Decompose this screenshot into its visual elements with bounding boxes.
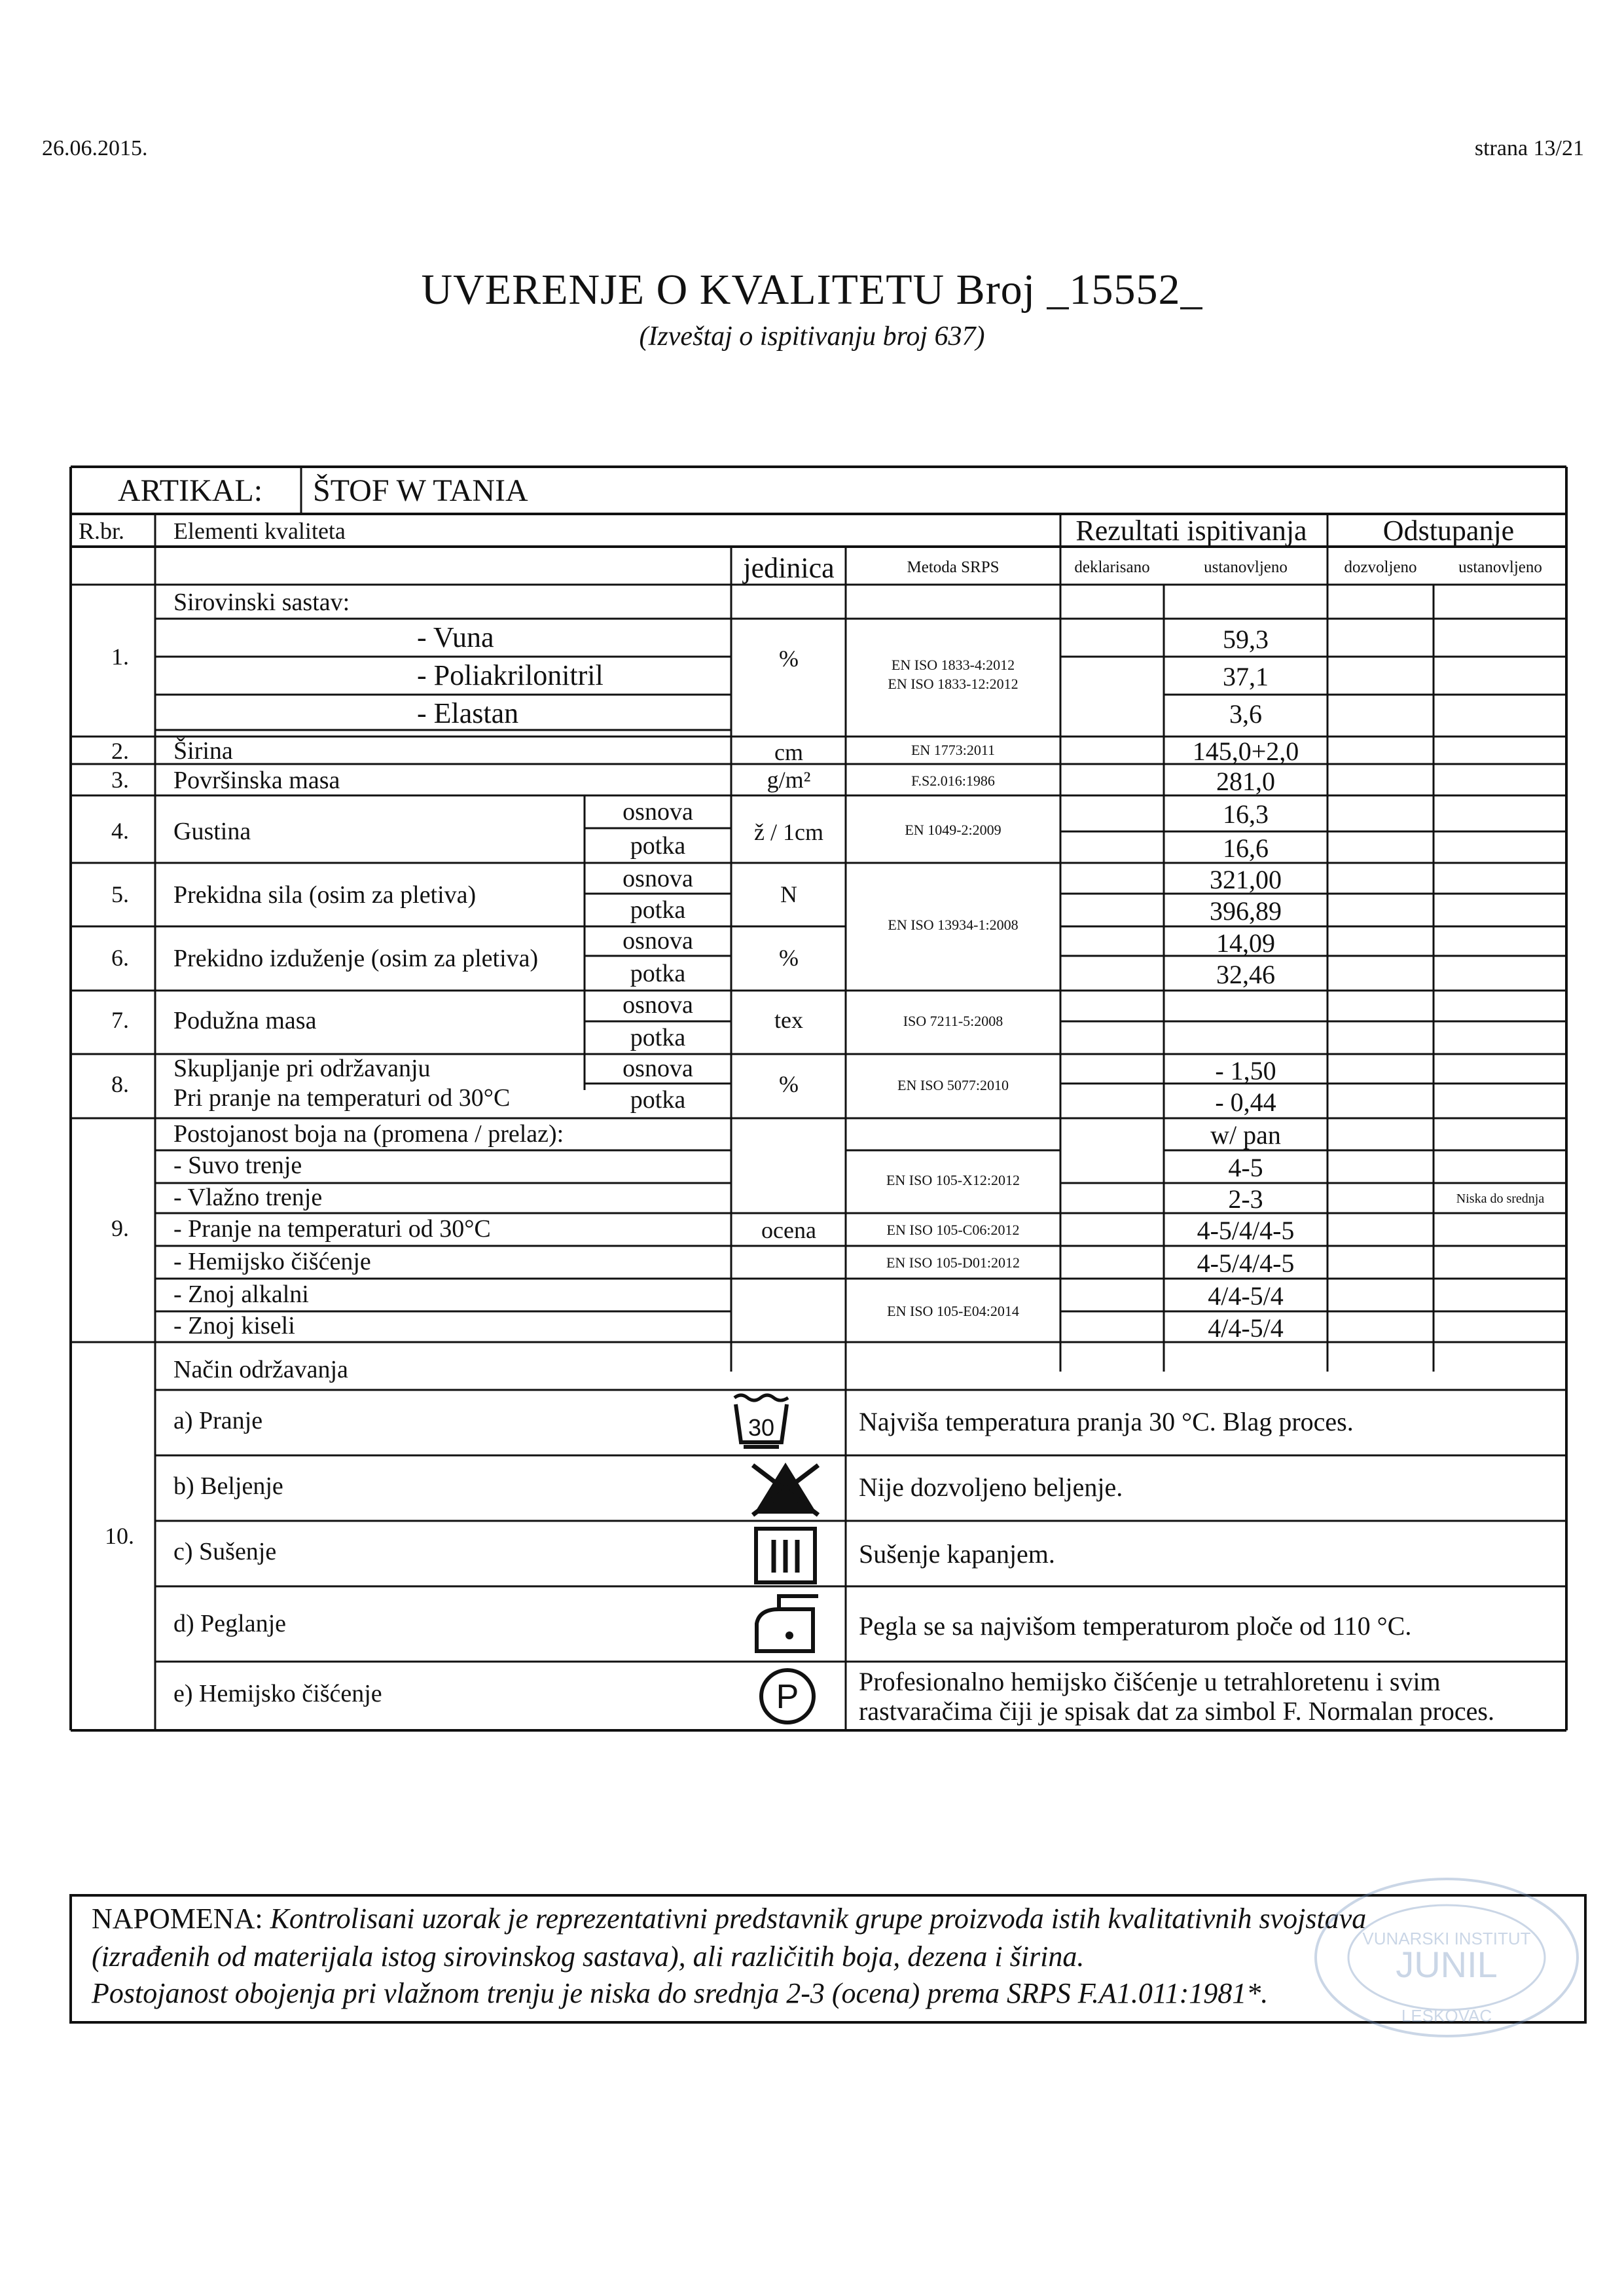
care-description: Profesionalno hemijsko čišćenje u tetrahloretenu i svim (859, 1667, 1441, 1696)
care-description: Nije dozvoljeno beljenje. (859, 1472, 1123, 1502)
value-cell: 16,3 (1223, 799, 1269, 829)
row-label: Postojanost boja na (promena / prelaz): (173, 1120, 564, 1148)
row-label: Sirovinski sastav: (173, 589, 350, 616)
sub-label: osnova (623, 991, 693, 1019)
care-item: a) Pranje (173, 1407, 263, 1434)
unit-cell: ocena (761, 1217, 816, 1243)
value-cell: 59,3 (1223, 625, 1269, 654)
unit-cell: tex (774, 1007, 803, 1033)
col-elementi: Elementi kvaliteta (173, 518, 346, 544)
sub-label: osnova (623, 798, 693, 826)
sub-label: osnova (623, 865, 693, 892)
wash-30-icon (732, 1390, 791, 1449)
fastness-item: - Znoj alkalni (173, 1281, 309, 1308)
row-label: Pri pranje na temperaturi od 30°C (173, 1084, 511, 1112)
drip-dry-icon (753, 1525, 818, 1586)
dry-clean-letter: P (776, 1678, 799, 1716)
fastness-item: - Vlažno trenje (173, 1184, 323, 1211)
row-label: Skupljanje pri održavanju (173, 1055, 431, 1082)
col-ustanovljeno-odst: ustanovljeno (1458, 558, 1542, 576)
note-line-1 (92, 1902, 1366, 1935)
sub-label: potka (630, 960, 686, 987)
care-description: Najviša temperatura pranja 30 °C. Blag proces. (859, 1407, 1354, 1436)
row-number: 8. (111, 1071, 129, 1097)
stamp-text: VUNARSKI INSTITUT (1362, 1929, 1531, 1948)
row-label: Površinska masa (173, 767, 340, 794)
care-item: c) Sušenje (173, 1538, 277, 1565)
value-cell: 4/4-5/4 (1208, 1313, 1284, 1343)
stamp-text: JUNIL (1396, 1944, 1498, 1985)
fastness-item: - Suvo trenje (173, 1152, 302, 1179)
unit-cell: N (780, 881, 797, 907)
value-cell: 14,09 (1216, 928, 1275, 958)
unit-cell: ž / 1cm (754, 819, 823, 845)
value-cell: - 1,50 (1215, 1056, 1276, 1085)
method-cell: EN ISO 105-E04:2014 (887, 1303, 1019, 1319)
method-cell: EN ISO 1833-4:2012 (891, 657, 1015, 673)
care-item: b) Beljenje (173, 1472, 283, 1500)
note-text: Kontrolisani uzorak je reprezentativni predstavnik grupe proizvoda istih kvalitativnih svojstava (270, 1903, 1367, 1935)
row-label: Podužna masa (173, 1007, 317, 1034)
row-number: 9. (111, 1215, 129, 1241)
value-cell: 4-5 (1228, 1153, 1263, 1182)
care-item: e) Hemijsko čišćenje (173, 1680, 382, 1707)
value-cell: 321,00 (1210, 865, 1282, 894)
stamp-text: LESKOVAC (1401, 2006, 1492, 2026)
col-odstupanje: Odstupanje (1382, 515, 1515, 547)
no-bleach-icon (746, 1459, 825, 1518)
sub-label: osnova (623, 927, 693, 955)
value-cell: 396,89 (1210, 896, 1282, 926)
col-ustanovljeno: ustanovljeno (1204, 558, 1288, 576)
unit-cell: % (779, 945, 799, 971)
row-number: 1. (111, 644, 129, 670)
artikal-value: ŠTOF W TANIA (313, 473, 528, 508)
method-cell: EN ISO 105-D01:2012 (886, 1254, 1020, 1271)
note-text: Postojanost obojenja pri vlažnom trenju je niska do srednja 2-3 (ocena) prema SRPS F.A1.011:1981*. (92, 1977, 1269, 2009)
sub-label: potka (630, 896, 686, 924)
row-number: 10. (105, 1523, 134, 1549)
fastness-item: - Hemijsko čišćenje (173, 1248, 371, 1275)
sub-label: potka (630, 1024, 686, 1051)
method-cell: EN ISO 1833-12:2012 (888, 676, 1019, 692)
artikal-label: ARTIKAL: (118, 473, 263, 508)
document-date: 26.06.2015. (42, 136, 148, 160)
care-item: d) Peglanje (173, 1610, 287, 1637)
care-description: Pegla se sa najvišom temperaturom ploče od 110 °C. (859, 1611, 1412, 1641)
method-cell: EN ISO 105-X12:2012 (886, 1172, 1020, 1188)
sub-label: osnova (623, 1055, 693, 1082)
col-jedinica: jedinica (743, 552, 835, 584)
value-cell: w/ pan (1210, 1120, 1281, 1150)
note-text: (izrađenih od materijala istog sirovinskog sastava), ali različitih boja, dezena i širina. (92, 1941, 1085, 1973)
sub-label: potka (630, 832, 686, 860)
row-number: 6. (111, 945, 129, 971)
component-name: - Vuna (417, 621, 494, 653)
row-label: Prekidno izduženje (osim za pletiva) (173, 945, 539, 972)
iron-low-icon (753, 1590, 825, 1655)
col-rezultati: Rezultati ispitivanja (1075, 515, 1307, 547)
col-dozvoljeno: dozvoljeno (1344, 558, 1417, 576)
fastness-item: - Pranje na temperaturi od 30°C (173, 1215, 491, 1243)
value-cell: 4/4-5/4 (1208, 1281, 1284, 1311)
value-cell: 281,0 (1216, 767, 1275, 796)
value-cell: 3,6 (1229, 699, 1262, 729)
value-cell: 16,6 (1223, 833, 1269, 863)
component-name: - Elastan (417, 697, 519, 729)
fastness-item: - Znoj kiseli (173, 1312, 295, 1339)
row-label: Prekidna sila (osim za pletiva) (173, 881, 477, 909)
col-rbr: R.br. (79, 518, 125, 544)
method-cell: ISO 7211-5:2008 (903, 1013, 1003, 1029)
document-subtitle: (Izveštaj o ispitivanju broj 637) (639, 321, 985, 352)
method-cell: F.S2.016:1986 (911, 773, 995, 789)
col-deklarisano: deklarisano (1074, 558, 1150, 576)
row-label: Gustina (173, 818, 251, 845)
unit-cell: % (779, 1071, 799, 1097)
value-cell: 4-5/4/4-5 (1197, 1216, 1295, 1245)
value-cell: 32,46 (1216, 960, 1275, 989)
col-metoda: Metoda SRPS (907, 558, 1000, 576)
method-cell: EN ISO 105-C06:2012 (886, 1222, 1020, 1238)
unit-cell: g/m² (767, 767, 811, 793)
care-description: rastvaračima čiji je spisak dat za simbol F. Normalan proces. (859, 1696, 1494, 1726)
institute-stamp (1309, 1872, 1584, 2043)
method-cell: EN ISO 13934-1:2008 (888, 917, 1019, 933)
value-cell: - 0,44 (1215, 1087, 1276, 1117)
method-cell: EN 1049-2:2009 (905, 822, 1001, 838)
value-cell: 37,1 (1223, 662, 1269, 691)
note-line-2 (92, 1940, 1084, 1973)
row-number: 2. (111, 738, 129, 764)
row-number: 4. (111, 818, 129, 844)
row-label: Širina (173, 737, 233, 765)
row-number: 7. (111, 1007, 129, 1033)
wash-temperature: 30 (748, 1414, 775, 1441)
unit-cell: cm (774, 739, 803, 765)
row-number: 5. (111, 881, 129, 907)
component-name: - Poliakrilonitril (417, 659, 604, 691)
method-cell: EN ISO 5077:2010 (897, 1077, 1009, 1093)
care-description: Sušenje kapanjem. (859, 1539, 1055, 1569)
sub-label: potka (630, 1086, 686, 1114)
row-number: 3. (111, 767, 129, 793)
note-label: NAPOMENA: (92, 1903, 263, 1935)
value-cell: 2-3 (1228, 1184, 1263, 1214)
row-label: Način održavanja (173, 1356, 348, 1383)
method-cell: EN 1773:2011 (911, 742, 996, 758)
deviation-cell: Niska do srednja (1456, 1192, 1545, 1206)
value-cell: 4-5/4/4-5 (1197, 1248, 1295, 1278)
unit-cell: % (779, 646, 799, 672)
document-title: UVERENJE O KVALITETU Broj _15552_ (421, 266, 1203, 314)
value-cell: 145,0+2,0 (1192, 737, 1299, 766)
page-number: strana 13/21 (1474, 136, 1584, 160)
note-line-3 (92, 1977, 1268, 2010)
dry-clean-p-icon (756, 1665, 819, 1728)
